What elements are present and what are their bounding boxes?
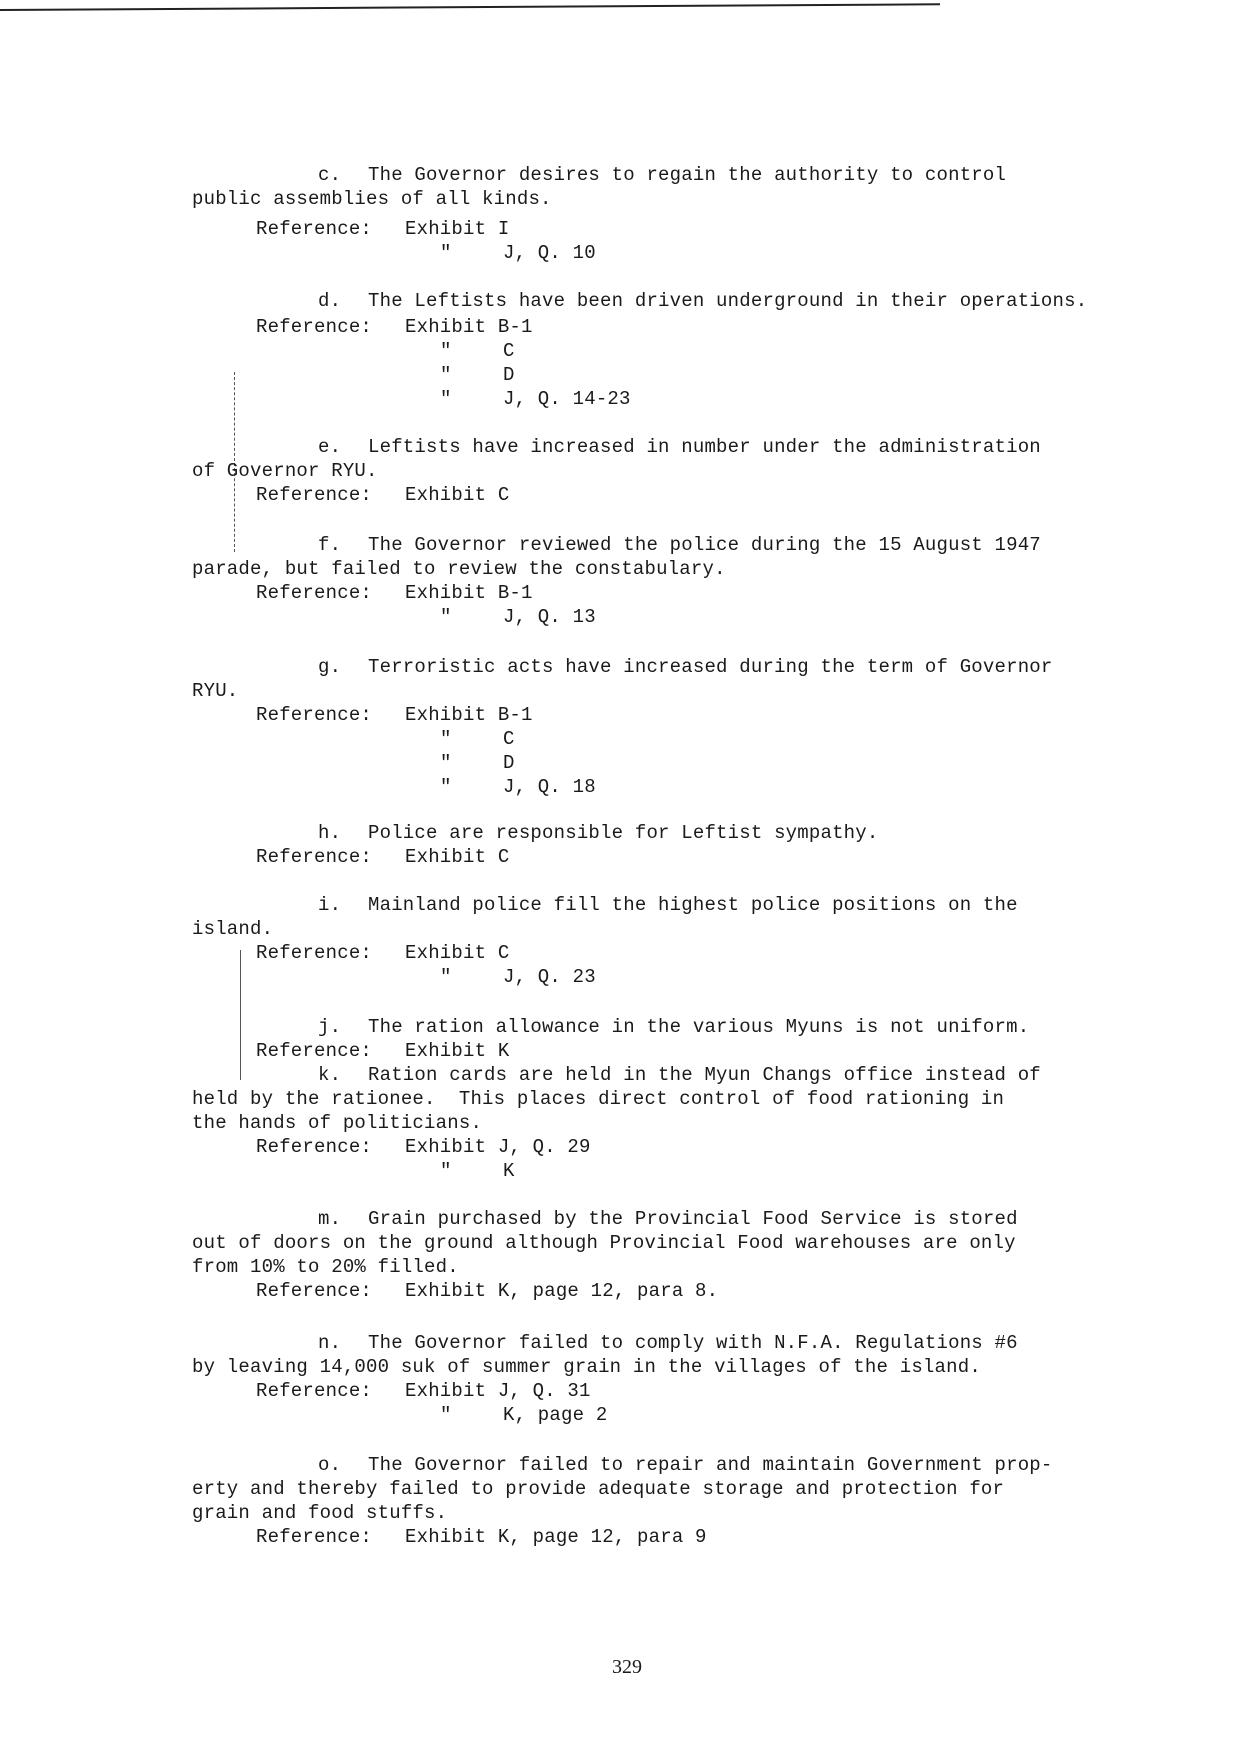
item-text-line: The Leftists have been driven underground in their operations. xyxy=(368,290,1088,312)
reference-value: D xyxy=(503,752,515,774)
item-letter: o. xyxy=(318,1454,342,1476)
reference-value: Exhibit C xyxy=(405,484,510,506)
ditto-mark: " xyxy=(440,606,452,628)
reference-value: Exhibit J, Q. 29 xyxy=(405,1136,591,1158)
reference-label: Reference: xyxy=(256,846,373,868)
item-text-line: erty and thereby failed to provide adequate storage and protection for xyxy=(192,1478,1005,1500)
margin-pencil-mark xyxy=(240,950,241,1080)
item-letter: i. xyxy=(318,894,342,916)
reference-value: J, Q. 14-23 xyxy=(503,388,631,410)
reference-value: Exhibit C xyxy=(405,846,510,868)
item-text-line: parade, but failed to review the constabulary. xyxy=(192,558,726,580)
reference-value: J, Q. 18 xyxy=(503,776,596,798)
reference-label: Reference: xyxy=(256,704,373,726)
item-text-line: The Governor reviewed the police during the 15 August 1947 xyxy=(368,534,1041,556)
item-text-line: Ration cards are held in the Myun Changs office instead of xyxy=(368,1064,1041,1086)
item-text-line: of Governor RYU. xyxy=(192,460,378,482)
reference-label: Reference: xyxy=(256,582,373,604)
reference-value: K, page 2 xyxy=(503,1404,608,1426)
item-letter: n. xyxy=(318,1332,342,1354)
item-text-line: Mainland police fill the highest police positions on the xyxy=(368,894,1018,916)
item-text-line: held by the rationee. This places direct control of food rationing in xyxy=(192,1088,1005,1110)
reference-value: Exhibit B-1 xyxy=(405,316,533,338)
scan-top-border xyxy=(0,0,940,10)
page-number: 329 xyxy=(612,1656,642,1678)
reference-label: Reference: xyxy=(256,1040,373,1062)
item-letter: d. xyxy=(318,290,342,312)
ditto-mark: " xyxy=(440,1160,452,1182)
item-text-line: The Governor failed to comply with N.F.A. Regulations #6 xyxy=(368,1332,1018,1354)
item-letter: c. xyxy=(318,164,342,186)
item-text-line: Terroristic acts have increased during the term of Governor xyxy=(368,656,1053,678)
item-text-line: RYU. xyxy=(192,680,239,702)
item-text-line: from 10% to 20% filled. xyxy=(192,1256,459,1278)
reference-value: Exhibit K xyxy=(405,1040,510,1062)
reference-value: Exhibit I xyxy=(405,218,510,240)
ditto-mark: " xyxy=(440,1404,452,1426)
item-letter: m. xyxy=(318,1208,342,1230)
item-letter: j. xyxy=(318,1016,342,1038)
reference-value: J, Q. 13 xyxy=(503,606,596,628)
ditto-mark: " xyxy=(440,752,452,774)
reference-value: C xyxy=(503,340,515,362)
reference-value: K xyxy=(503,1160,515,1182)
item-letter: k. xyxy=(318,1064,342,1086)
reference-value: Exhibit B-1 xyxy=(405,704,533,726)
item-text-line: Leftists have increased in number under the administration xyxy=(368,436,1041,458)
reference-value: D xyxy=(503,364,515,386)
item-text-line: island. xyxy=(192,918,274,940)
ditto-mark: " xyxy=(440,242,452,264)
item-letter: f. xyxy=(318,534,342,556)
ditto-mark: " xyxy=(440,776,452,798)
ditto-mark: " xyxy=(440,966,452,988)
item-text-line: by leaving 14,000 suk of summer grain in the villages of the island. xyxy=(192,1356,981,1378)
reference-label: Reference: xyxy=(256,1280,373,1302)
item-text-line: out of doors on the ground although Provincial Food warehouses are only xyxy=(192,1232,1016,1254)
reference-value: Exhibit J, Q. 31 xyxy=(405,1380,591,1402)
item-text-line: Police are responsible for Leftist sympathy. xyxy=(368,822,879,844)
item-letter: h. xyxy=(318,822,342,844)
reference-label: Reference: xyxy=(256,484,373,506)
reference-label: Reference: xyxy=(256,218,373,240)
item-text-line: The Governor failed to repair and maintain Government prop- xyxy=(368,1454,1053,1476)
reference-label: Reference: xyxy=(256,316,373,338)
reference-value: C xyxy=(503,728,515,750)
item-letter: g. xyxy=(318,656,342,678)
item-text-line: The Governor desires to regain the authority to control xyxy=(368,164,1007,186)
reference-value: Exhibit K, page 12, para 9 xyxy=(405,1526,707,1548)
reference-label: Reference: xyxy=(256,942,373,964)
reference-label: Reference: xyxy=(256,1380,373,1402)
reference-value: Exhibit B-1 xyxy=(405,582,533,604)
reference-value: J, Q. 10 xyxy=(503,242,596,264)
reference-value: J, Q. 23 xyxy=(503,966,596,988)
reference-label: Reference: xyxy=(256,1136,373,1158)
item-letter: e. xyxy=(318,436,342,458)
ditto-mark: " xyxy=(440,340,452,362)
item-text-line: The ration allowance in the various Myuns is not uniform. xyxy=(368,1016,1030,1038)
reference-label: Reference: xyxy=(256,1526,373,1548)
item-text-line: grain and food stuffs. xyxy=(192,1502,448,1524)
item-text-line: Grain purchased by the Provincial Food Service is stored xyxy=(368,1208,1018,1230)
item-text-line: public assemblies of all kinds. xyxy=(192,188,552,210)
ditto-mark: " xyxy=(440,388,452,410)
reference-value: Exhibit C xyxy=(405,942,510,964)
ditto-mark: " xyxy=(440,364,452,386)
item-text-line: the hands of politicians. xyxy=(192,1112,483,1134)
ditto-mark: " xyxy=(440,728,452,750)
reference-value: Exhibit K, page 12, para 8. xyxy=(405,1280,719,1302)
